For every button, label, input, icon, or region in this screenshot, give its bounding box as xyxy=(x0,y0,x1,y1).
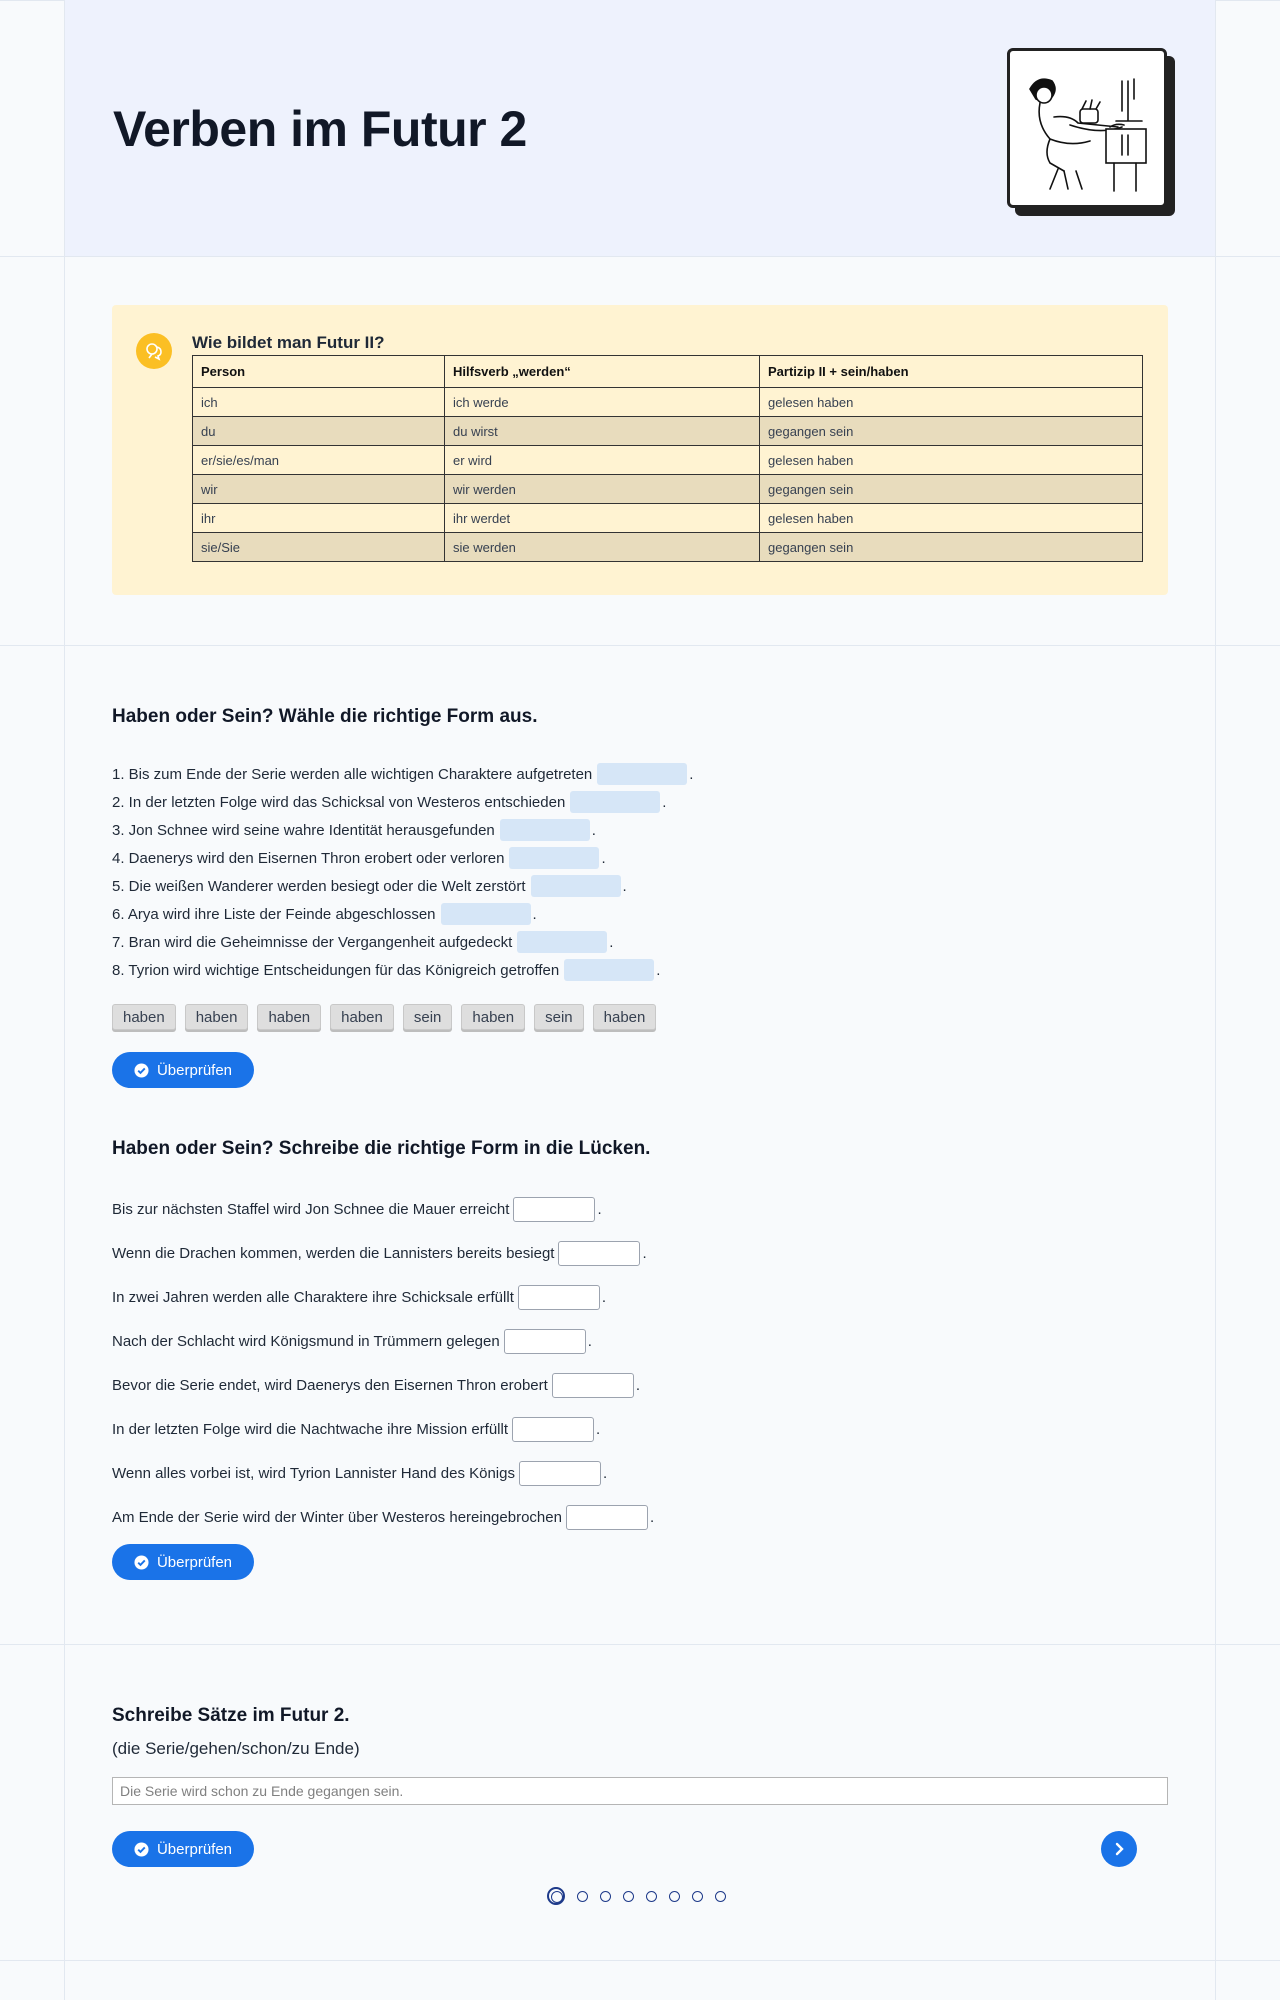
draggable-word-chip[interactable]: haben xyxy=(257,1004,321,1030)
table-cell: ihr xyxy=(193,504,445,533)
table-cell: ihr werdet xyxy=(445,504,760,533)
list-item: Am Ende der Serie wird der Winter über Westeros hereingebrochen . xyxy=(112,1495,654,1539)
sentence-text: 5. Die weißen Wanderer werden besiegt oder die Welt zerstört xyxy=(112,877,526,895)
sentence-input[interactable] xyxy=(112,1777,1168,1805)
gap-input[interactable] xyxy=(519,1461,601,1486)
sentence-text: 6. Arya wird ihre Liste der Feinde abgeschlossen xyxy=(112,905,436,923)
sentence-text: Wenn die Drachen kommen, werden die Lannisters bereits besiegt xyxy=(112,1244,555,1262)
page-dot[interactable] xyxy=(600,1891,611,1902)
page-dot[interactable] xyxy=(715,1891,726,1902)
page-dot[interactable] xyxy=(623,1891,634,1902)
table-cell: gegangen sein xyxy=(760,417,1143,446)
table-row xyxy=(193,533,1143,562)
sentence-text: 7. Bran wird die Geheimnisse der Vergangenheit aufgedeckt xyxy=(112,933,513,951)
page-dot-current[interactable] xyxy=(547,1887,565,1905)
exercise-title: Schreibe Sätze im Futur 2. xyxy=(112,1705,350,1726)
page-dot[interactable] xyxy=(577,1891,588,1902)
conjugation-table xyxy=(192,355,1143,562)
drop-zone[interactable] xyxy=(441,903,531,925)
check-button[interactable] xyxy=(112,1831,254,1867)
list-item: Wenn die Drachen kommen, werden die Lannisters bereits besiegt . xyxy=(112,1231,654,1275)
table-cell: sie/Sie xyxy=(193,533,445,562)
list-item: 7. Bran wird die Geheimnisse der Vergangenheit aufgedeckt . xyxy=(112,928,693,956)
sentence-writing-section xyxy=(65,1645,1215,1960)
check-button[interactable] xyxy=(112,1052,254,1088)
grammar-info-box xyxy=(112,305,1168,595)
list-item: Wenn alles vorbei ist, wird Tyrion Lannister Hand des Königs . xyxy=(112,1451,654,1495)
column-header: Hilfsverb „werden“ xyxy=(445,356,760,388)
sentence-text: 3. Jon Schnee wird seine wahre Identität herausgefunden xyxy=(112,821,495,839)
check-circle-icon xyxy=(134,1555,149,1570)
draggable-word-chip[interactable]: haben xyxy=(461,1004,525,1030)
grammar-section xyxy=(65,257,1215,645)
exercise-title: Haben oder Sein? Wähle die richtige Form aus. xyxy=(112,706,538,727)
table-cell: sie werden xyxy=(445,533,760,562)
page-header xyxy=(65,0,1215,256)
draggable-word-chip[interactable]: haben xyxy=(112,1004,176,1030)
drop-zone[interactable] xyxy=(531,875,621,897)
gap-input[interactable] xyxy=(566,1505,648,1530)
list-item: 2. In der letzten Folge wird das Schicksal von Westeros entschieden . xyxy=(112,788,693,816)
list-item: In zwei Jahren werden alle Charaktere ihre Schicksale erfüllt . xyxy=(112,1275,654,1319)
table-cell: ich xyxy=(193,388,445,417)
table-cell: gegangen sein xyxy=(760,475,1143,504)
sentence-text: In zwei Jahren werden alle Charaktere ihre Schicksale erfüllt xyxy=(112,1288,514,1306)
drag-drop-sentences xyxy=(112,760,693,984)
column-header: Person xyxy=(193,356,445,388)
table-cell: gegangen sein xyxy=(760,533,1143,562)
sentence-text: Nach der Schlacht wird Königsmund in Trümmern gelegen xyxy=(112,1332,500,1350)
sentence-text: Wenn alles vorbei ist, wird Tyrion Lannister Hand des Königs xyxy=(112,1464,515,1482)
page-dot[interactable] xyxy=(669,1891,680,1902)
table-cell: wir werden xyxy=(445,475,760,504)
sentence-text: Am Ende der Serie wird der Winter über Westeros hereingebrochen xyxy=(112,1508,562,1526)
table-cell: er wird xyxy=(445,446,760,475)
exercise-prompt: (die Serie/gehen/schon/zu Ende) xyxy=(112,1739,360,1758)
table-row xyxy=(193,417,1143,446)
table-cell: ich werde xyxy=(445,388,760,417)
table-cell: du wirst xyxy=(445,417,760,446)
page-title: Verben im Futur 2 xyxy=(113,101,527,157)
exercises-section xyxy=(65,646,1215,1644)
check-button-label: Überprüfen xyxy=(156,1840,233,1858)
drop-zone[interactable] xyxy=(500,819,590,841)
table-row xyxy=(193,388,1143,417)
draggable-word-chip[interactable]: haben xyxy=(593,1004,657,1030)
column-header: Partizip II + sein/haben xyxy=(760,356,1143,388)
draggable-word-chip[interactable]: haben xyxy=(185,1004,249,1030)
pagination-dots xyxy=(547,1887,726,1905)
table-cell: er/sie/es/man xyxy=(193,446,445,475)
sentence-text: 1. Bis zum Ende der Serie werden alle wichtigen Charaktere aufgetreten xyxy=(112,765,593,783)
page-dot[interactable] xyxy=(692,1891,703,1902)
table-row xyxy=(193,475,1143,504)
sentence-text: 8. Tyrion wird wichtige Entscheidungen für das Königreich getroffen xyxy=(112,961,560,979)
list-item: 3. Jon Schnee wird seine wahre Identität herausgefunden . xyxy=(112,816,693,844)
next-button[interactable] xyxy=(1101,1831,1137,1867)
gap-input[interactable] xyxy=(558,1241,640,1266)
sentence-text: Bevor die Serie endet, wird Daenerys den Eisernen Thron erobert xyxy=(112,1376,548,1394)
table-row xyxy=(193,504,1143,533)
list-item: In der letzten Folge wird die Nachtwache ihre Mission erfüllt . xyxy=(112,1407,654,1451)
table-cell: du xyxy=(193,417,445,446)
draggable-word-chip[interactable]: sein xyxy=(403,1004,453,1030)
list-item: 5. Die weißen Wanderer werden besiegt oder die Welt zerstört . xyxy=(112,872,693,900)
page-dot[interactable] xyxy=(646,1891,657,1902)
list-item: 6. Arya wird ihre Liste der Feinde abgeschlossen . xyxy=(112,900,693,928)
sentence-text: 4. Daenerys wird den Eisernen Thron erobert oder verloren xyxy=(112,849,505,867)
list-item: 4. Daenerys wird den Eisernen Thron erobert oder verloren . xyxy=(112,844,693,872)
gap-input[interactable] xyxy=(513,1197,595,1222)
draggable-word-chip[interactable]: sein xyxy=(534,1004,584,1030)
gap-input[interactable] xyxy=(512,1417,594,1442)
gap-input[interactable] xyxy=(518,1285,600,1310)
table-header-row xyxy=(193,356,1143,388)
check-circle-icon xyxy=(134,1063,149,1078)
gap-input[interactable] xyxy=(504,1329,586,1354)
person-relaxing-illustration xyxy=(1010,51,1164,205)
drop-zone[interactable] xyxy=(597,763,687,785)
drop-zone[interactable] xyxy=(564,959,654,981)
list-item: 8. Tyrion wird wichtige Entscheidungen für das Königreich getroffen . xyxy=(112,956,693,984)
list-item: Bis zur nächsten Staffel wird Jon Schnee die Mauer erreicht . xyxy=(112,1187,654,1231)
table-row xyxy=(193,446,1143,475)
gap-input[interactable] xyxy=(552,1373,634,1398)
word-chips xyxy=(112,1004,656,1030)
draggable-word-chip[interactable]: haben xyxy=(330,1004,394,1030)
drop-zone[interactable] xyxy=(570,791,660,813)
table-cell: gelesen haben xyxy=(760,446,1143,475)
sentence-text: 2. In der letzten Folge wird das Schicksal von Westeros entschieden xyxy=(112,793,566,811)
check-circle-icon xyxy=(134,1842,149,1857)
drop-zone[interactable] xyxy=(517,931,607,953)
header-illustration xyxy=(1007,48,1167,208)
table-cell: gelesen haben xyxy=(760,504,1143,533)
grid-line xyxy=(1215,0,1216,2000)
fill-gap-sentences xyxy=(112,1187,654,1539)
chat-bubble-icon xyxy=(136,333,172,369)
sentence-input-placeholder: Die Serie wird schon zu Ende gegangen sein. xyxy=(120,1783,404,1799)
grid-line xyxy=(0,1960,1280,1961)
drop-zone[interactable] xyxy=(509,847,599,869)
table-cell: gelesen haben xyxy=(760,388,1143,417)
list-item: 1. Bis zum Ende der Serie werden alle wichtigen Charaktere aufgetreten . xyxy=(112,760,693,788)
check-button[interactable] xyxy=(112,1544,254,1580)
sentence-text: In der letzten Folge wird die Nachtwache ihre Mission erfüllt xyxy=(112,1420,509,1438)
table-cell: wir xyxy=(193,475,445,504)
list-item: Nach der Schlacht wird Königsmund in Trümmern gelegen . xyxy=(112,1319,654,1363)
check-button-label: Überprüfen xyxy=(156,1061,233,1079)
sentence-text: Bis zur nächsten Staffel wird Jon Schnee die Mauer erreicht xyxy=(112,1200,510,1218)
list-item: Bevor die Serie endet, wird Daenerys den Eisernen Thron erobert . xyxy=(112,1363,654,1407)
chevron-right-icon xyxy=(1111,1841,1127,1857)
grammar-title: Wie bildet man Futur II? xyxy=(192,333,385,352)
exercise-title: Haben oder Sein? Schreibe die richtige Form in die Lücken. xyxy=(112,1138,651,1159)
check-button-label: Überprüfen xyxy=(156,1553,233,1571)
